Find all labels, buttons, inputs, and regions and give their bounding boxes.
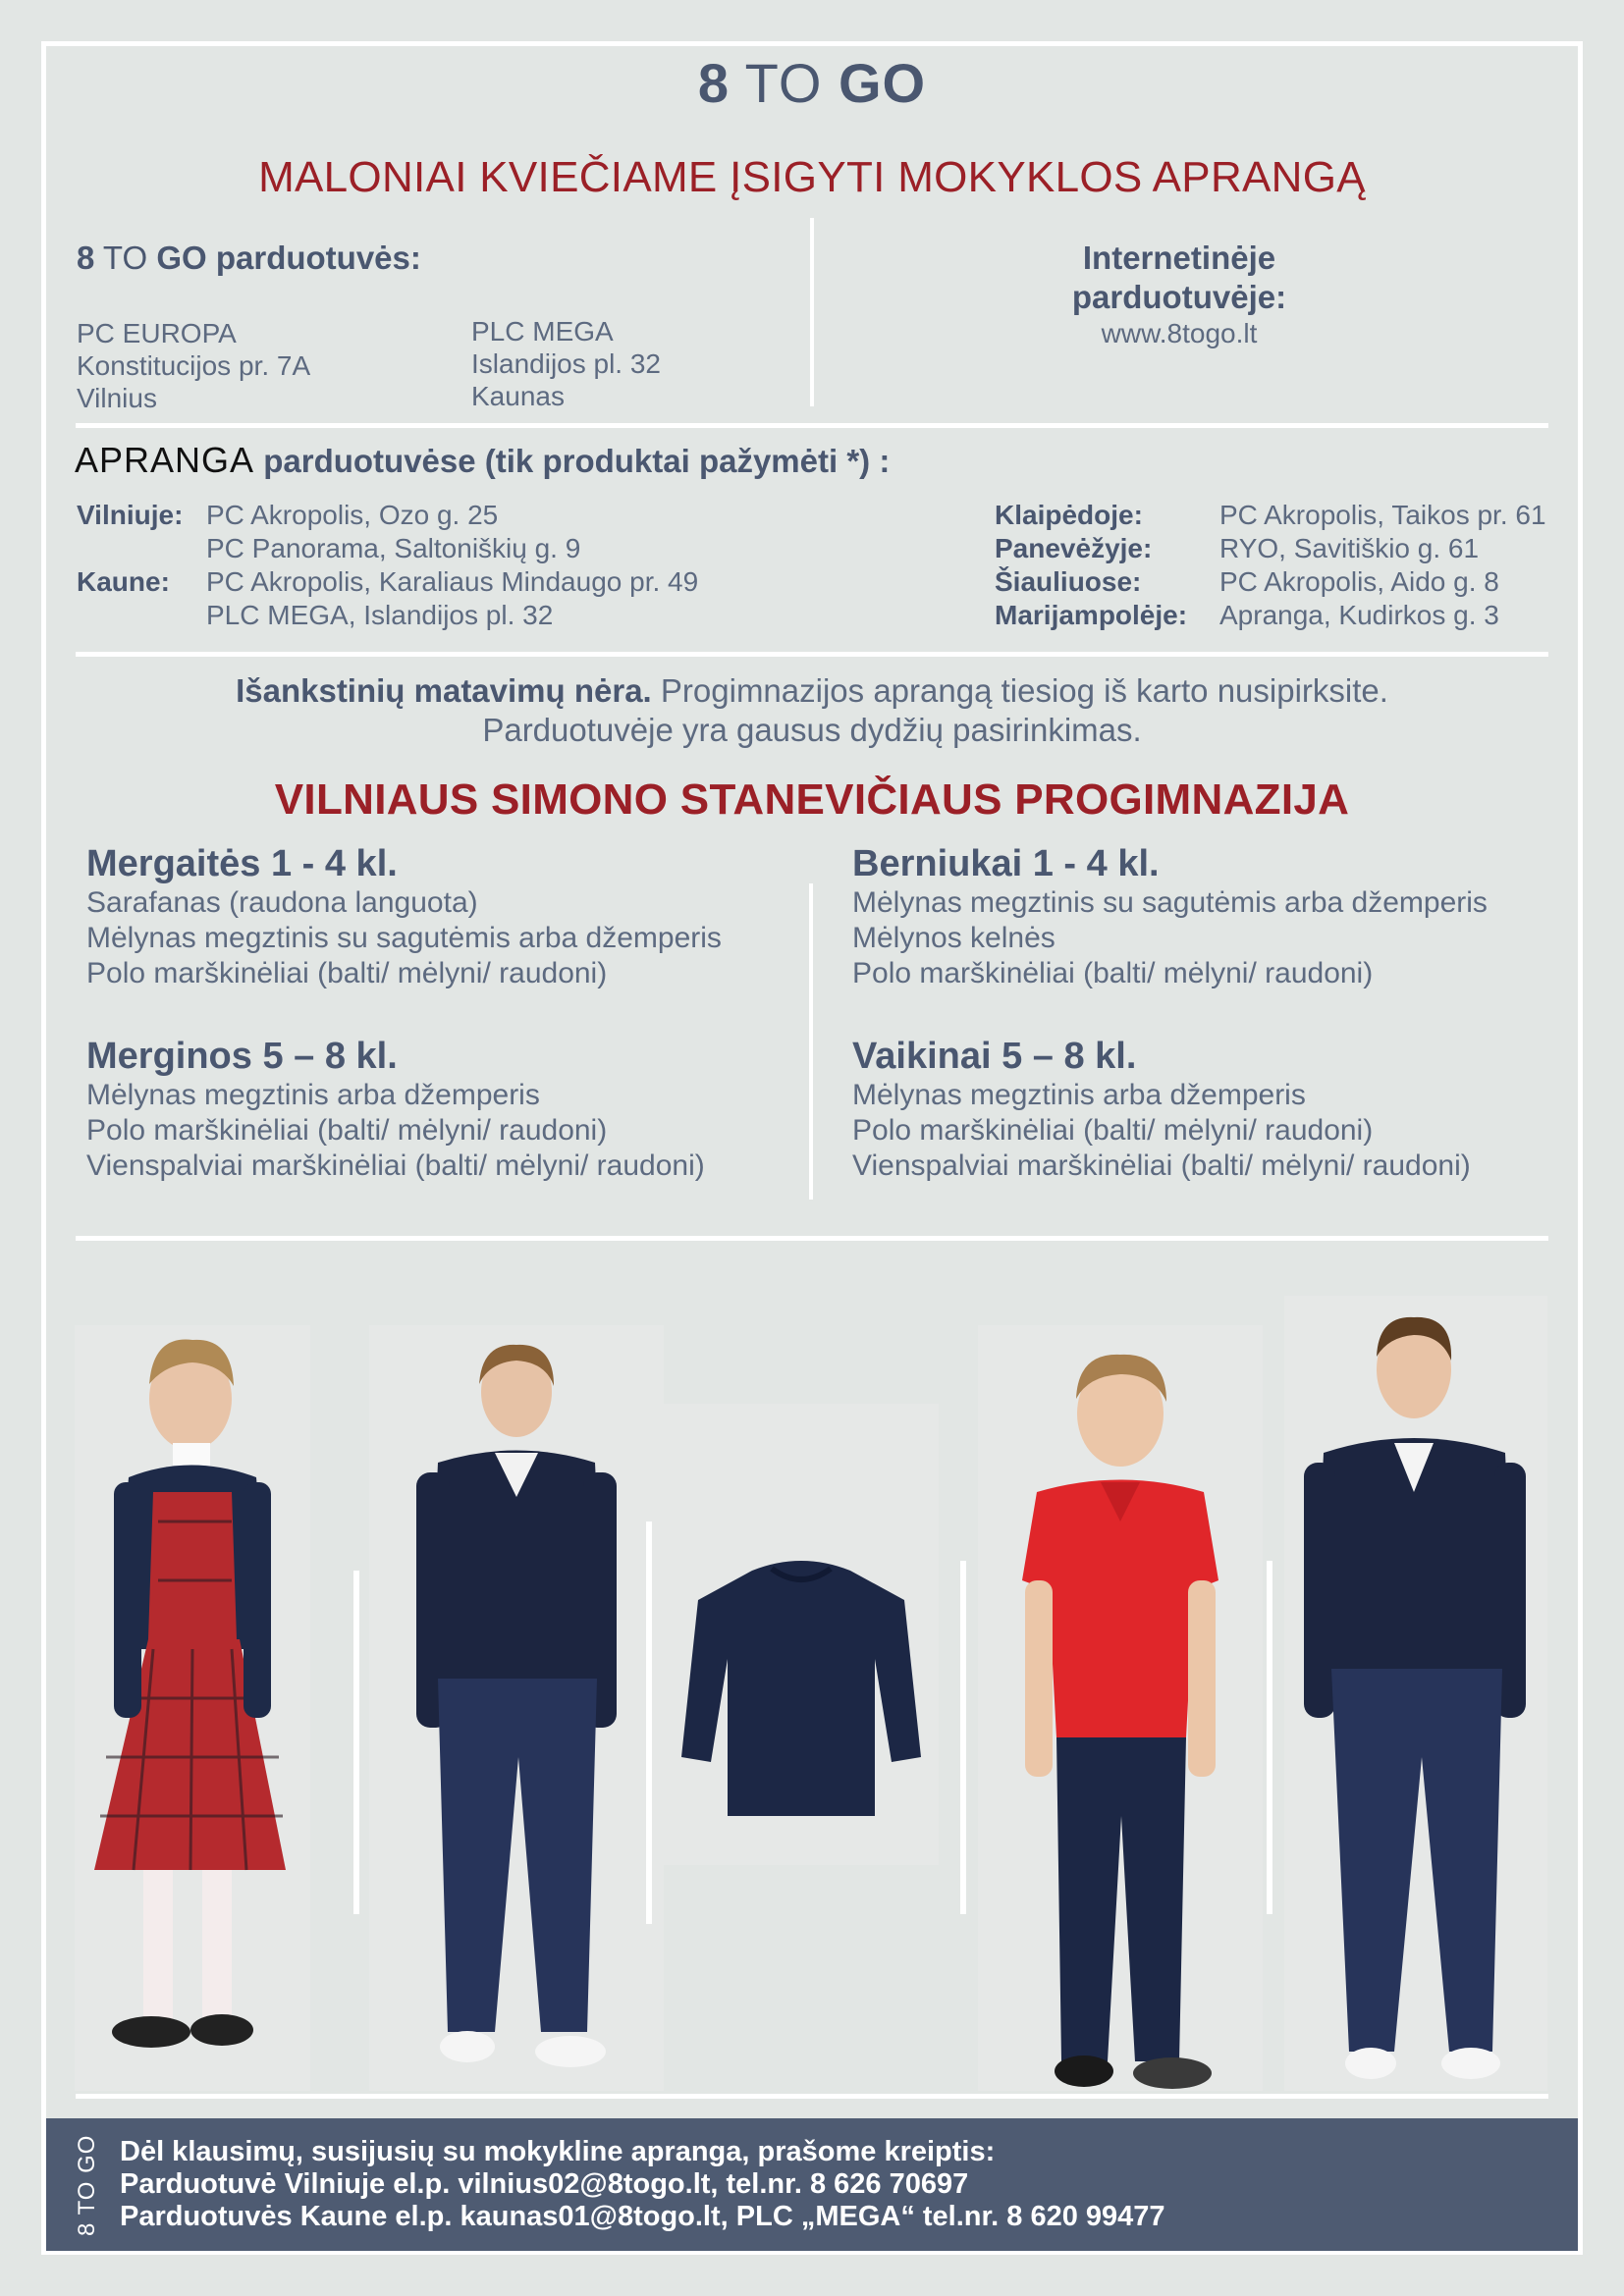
photo-divider <box>646 1522 652 1924</box>
contact-footer <box>46 2118 1578 2251</box>
photo-divider <box>353 1571 359 1914</box>
location-row: Marijampolėje: Apranga, Kudirkos g. 3 <box>995 600 1499 630</box>
list-item: Sarafanas (raudona languota) <box>86 886 478 919</box>
footer-brand: 8 TO GO <box>74 2134 100 2236</box>
main-title: MALONIAI KVIEČIAME ĮSIGYTI MOKYKLOS APRANGĄ <box>258 153 1366 201</box>
divider-horizontal <box>76 1236 1548 1241</box>
apranga-heading: APRANGA parduotuvėse (tik produktai pažymėti *) : <box>75 440 891 480</box>
footer-line-vilnius: Parduotuvė Vilniuje el.p. vilnius02@8togo.lt, tel.nr. 8 626 70697 <box>120 2168 969 2200</box>
list-item: Mėlynas megztinis arba džemperis <box>86 1079 540 1111</box>
photo-girl-sweater <box>369 1325 664 2091</box>
group-boys-5-8 <box>852 1035 1471 1184</box>
store-name: PLC MEGA <box>471 316 614 347</box>
list-item: Vienspalviai marškinėliai (balti/ mėlyni/ raudoni) <box>86 1149 705 1182</box>
location-row: PLC MEGA, Islandijos pl. 32 <box>206 600 554 630</box>
list-item: Mėlynas megztinis su sagutėmis arba džemperis <box>86 922 722 954</box>
divider-vertical <box>809 883 813 1200</box>
photo-sweater <box>664 1404 939 1865</box>
location-row: Šiauliuose: PC Akropolis, Aido g. 8 <box>995 566 1499 597</box>
divider-horizontal <box>76 2094 1548 2099</box>
group-boys-1-4 <box>852 842 1488 991</box>
store-city: Kaunas <box>471 381 565 411</box>
list-item: Polo marškinėliai (balti/ mėlyni/ raudoni) <box>852 1114 1374 1147</box>
divider-horizontal <box>76 423 1548 428</box>
divider-horizontal <box>76 652 1548 657</box>
apranga-logo: APRANGA <box>75 440 255 480</box>
school-title: VILNIAUS SIMONO STANEVIČIAUS PROGIMNAZIJA <box>274 775 1350 824</box>
store-mega <box>471 315 661 412</box>
photo-divider <box>960 1561 966 1914</box>
location-row: Kaune: PC Akropolis, Karaliaus Mindaugo pr. 49 <box>77 566 699 597</box>
divider-vertical <box>810 218 814 406</box>
brand-logo: 8 TO GO <box>697 52 927 114</box>
group-title: Vaikinai 5 – 8 kl. <box>852 1036 1137 1077</box>
photo-girl-sarafan <box>75 1325 310 2091</box>
store-europa <box>77 317 310 414</box>
footer-line-kaunas: Parduotuvės Kaune el.p. kaunas01@8togo.lt, PLC „MEGA“ tel.nr. 8 620 99477 <box>120 2201 1165 2232</box>
location-row: PC Panorama, Saltoniškių g. 9 <box>206 533 581 563</box>
online-store <box>1011 239 1347 350</box>
info-note: Išankstinių matavimų nėra. Progimnazijos aprangą tiesiog iš karto nusipirksite. Parduotuvėje yra gausus dydžių pasirinkimas. <box>236 672 1388 748</box>
list-item: Polo marškinėliai (balti/ mėlyni/ raudoni) <box>86 957 608 989</box>
group-title: Merginos 5 – 8 kl. <box>86 1036 398 1077</box>
store-address: Islandijos pl. 32 <box>471 348 662 379</box>
apranga-stores-right <box>995 499 1546 632</box>
list-item: Mėlynas megztinis su sagutėmis arba džemperis <box>852 886 1488 919</box>
online-heading: Internetinėje <box>1082 240 1276 276</box>
online-heading-2: parduotuvėje: <box>1071 279 1287 315</box>
store-city: Vilnius <box>77 383 157 413</box>
group-girls-1-4 <box>86 842 722 991</box>
photo-divider <box>1267 1561 1272 1914</box>
online-store-link[interactable]: www.8togo.lt <box>1101 318 1258 348</box>
apranga-stores-left <box>77 499 698 632</box>
group-title: Mergaitės 1 - 4 kl. <box>86 843 398 884</box>
store-address: Konstitucijos pr. 7A <box>77 350 311 381</box>
list-item: Vienspalviai marškinėliai (balti/ mėlyni/ raudoni) <box>852 1149 1471 1182</box>
list-item: Mėlynos kelnės <box>852 922 1056 954</box>
uniform-photos <box>75 1296 1547 2091</box>
list-item: Polo marškinėliai (balti/ mėlyni/ raudoni) <box>86 1114 608 1147</box>
location-row: Panevėžyje: RYO, Savitiškio g. 61 <box>995 533 1480 563</box>
stores-heading: 8 TO GO parduotuvės: <box>77 240 421 276</box>
group-title: Berniukai 1 - 4 kl. <box>852 843 1160 884</box>
photo-boy-sweater <box>1284 1296 1547 2091</box>
footer-line: Dėl klausimų, susijusių su mokykline apranga, prašome kreiptis: <box>120 2136 996 2167</box>
location-row: Vilniuje: PC Akropolis, Ozo g. 25 <box>77 500 499 530</box>
location-row: Klaipėdoje: PC Akropolis, Taikos pr. 61 <box>995 500 1546 530</box>
list-item: Mėlynas megztinis arba džemperis <box>852 1079 1306 1111</box>
group-girls-5-8 <box>86 1035 705 1184</box>
list-item: Polo marškinėliai (balti/ mėlyni/ raudoni) <box>852 957 1374 989</box>
photo-boy-polo <box>978 1325 1263 2091</box>
store-name: PC EUROPA <box>77 318 237 348</box>
